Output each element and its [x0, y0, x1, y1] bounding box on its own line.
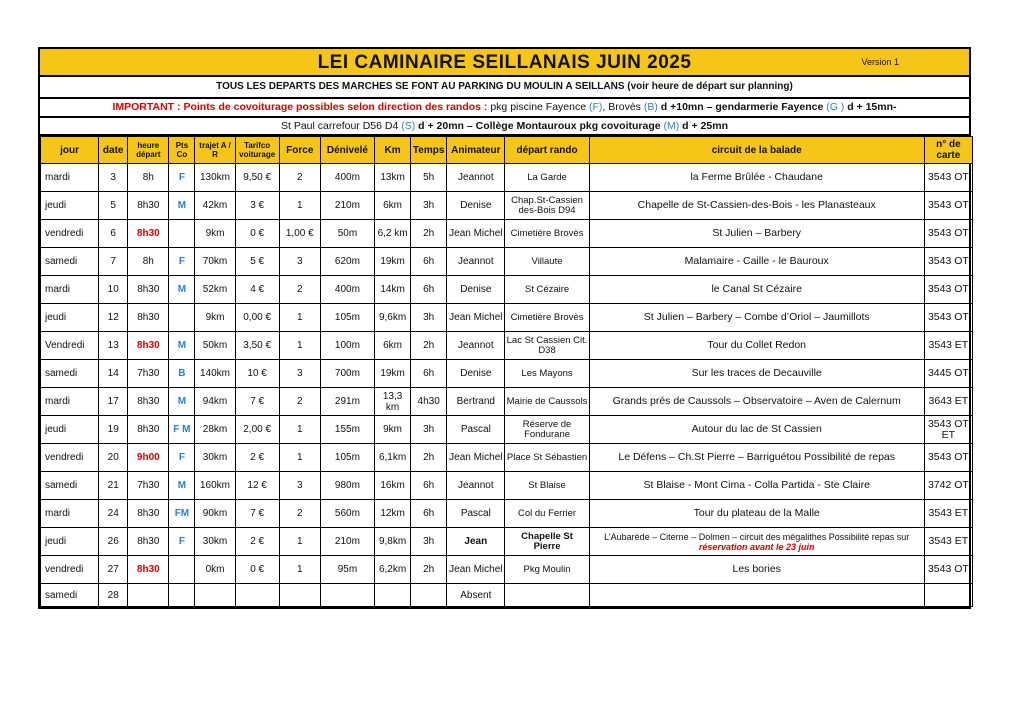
carpool-broves: , Brovès [602, 101, 644, 113]
table-row [41, 248, 973, 276]
cell-animateur: Jean Michel [447, 444, 505, 472]
cell-pts: B [169, 360, 195, 388]
cell-trajet [195, 584, 235, 607]
cell-trajet: 28km [195, 416, 235, 444]
cell-tarif: 2 € [235, 444, 279, 472]
cell-heure: 8h30 [128, 556, 169, 584]
cell-animateur: Denise [447, 192, 505, 220]
cell-tarif: 9,50 € [235, 164, 279, 192]
cell-carte: 3543 ET [924, 528, 972, 556]
table-row [41, 360, 973, 388]
cell-denivele: 210m [320, 192, 374, 220]
cell-temps: 6h [411, 276, 447, 304]
carpool-montauroux: d + 20mn – Collège Montauroux pkg covoiturage [415, 120, 664, 132]
cell-heure: 8h30 [128, 500, 169, 528]
table-row [41, 500, 973, 528]
cell-circuit: la Ferme Brûlée - Chaudane [589, 164, 924, 192]
cell-heure: 8h30 [128, 528, 169, 556]
cell-force: 1,00 € [279, 220, 320, 248]
cell-jour: mardi [41, 164, 99, 192]
cell-date: 7 [99, 248, 128, 276]
cell-temps: 2h [411, 220, 447, 248]
cell-trajet: 52km [195, 276, 235, 304]
code-g: (G ) [826, 101, 845, 113]
cell-carte [924, 584, 972, 607]
cell-km: 9,8km [375, 528, 411, 556]
cell-force: 3 [279, 360, 320, 388]
cell-date: 17 [99, 388, 128, 416]
cell-circuit: Le Défens – Ch.St Pierre – Barriguétou Possibilité de repas [589, 444, 924, 472]
table-row [41, 472, 973, 500]
cell-denivele: 560m [320, 500, 374, 528]
cell-carte: 3543 OT [924, 444, 972, 472]
cell-km: 12km [375, 500, 411, 528]
cell-depart: Chap.St-Cassien des-Bois D94 [505, 192, 589, 220]
cell-animateur: Jean Michel [447, 556, 505, 584]
cell-pts: M [169, 332, 195, 360]
cell-circuit: Malamaire - Caille - le Bauroux [589, 248, 924, 276]
cell-heure: 8h30 [128, 388, 169, 416]
col-heure: heure départ [128, 137, 169, 164]
carpool-fayence: pkg piscine Fayence [490, 101, 589, 113]
cell-denivele: 400m [320, 276, 374, 304]
cell-temps: 4h30 [411, 388, 447, 416]
cell-denivele: 210m [320, 528, 374, 556]
cell-depart: Les Mayons [505, 360, 589, 388]
cell-jour: samedi [41, 248, 99, 276]
cell-km: 19km [375, 248, 411, 276]
cell-km: 16km [375, 472, 411, 500]
cell-tarif: 0,00 € [235, 304, 279, 332]
cell-jour: samedi [41, 584, 99, 607]
cell-depart: Place St Sébastien [505, 444, 589, 472]
cell-tarif: 10 € [235, 360, 279, 388]
cell-date: 26 [99, 528, 128, 556]
cell-tarif: 0 € [235, 556, 279, 584]
cell-circuit: Tour du plateau de la Malle [589, 500, 924, 528]
cell-depart [505, 584, 589, 607]
table-row [41, 220, 973, 248]
cell-carte: 3543 OT [924, 192, 972, 220]
cell-temps: 3h [411, 528, 447, 556]
cell-heure [128, 584, 169, 607]
cell-temps: 6h [411, 472, 447, 500]
cell-km: 9km [375, 416, 411, 444]
cell-tarif: 7 € [235, 500, 279, 528]
carpool-gendarmerie: d +10mn – gendarmerie Fayence [657, 101, 827, 113]
cell-jour: vendredi [41, 220, 99, 248]
cell-pts: F [169, 528, 195, 556]
version-label: Version 1 [861, 57, 899, 67]
cell-denivele: 700m [320, 360, 374, 388]
cell-animateur: Bertrand [447, 388, 505, 416]
cell-jour: vendredi [41, 556, 99, 584]
cell-circuit [589, 584, 924, 607]
cell-animateur: Jean Michel [447, 304, 505, 332]
cell-date: 19 [99, 416, 128, 444]
cell-force: 2 [279, 164, 320, 192]
col-pts: Pts Co [169, 137, 195, 164]
cell-tarif: 5 € [235, 248, 279, 276]
cell-tarif: 0 € [235, 220, 279, 248]
cell-trajet: 160km [195, 472, 235, 500]
table-row [41, 332, 973, 360]
cell-tarif: 7 € [235, 388, 279, 416]
carpool-intro: : Points de covoiturage possibles selon direction des randos : [174, 101, 491, 113]
table-row [41, 556, 973, 584]
cell-jour: samedi [41, 472, 99, 500]
cell-force: 2 [279, 388, 320, 416]
cell-force: 2 [279, 500, 320, 528]
cell-date: 27 [99, 556, 128, 584]
cell-trajet: 9km [195, 220, 235, 248]
table-row [41, 584, 973, 607]
table-row [41, 164, 973, 192]
cell-heure: 7h30 [128, 360, 169, 388]
code-s: (S) [401, 120, 416, 132]
cell-temps: 5h [411, 164, 447, 192]
cell-jour: jeudi [41, 416, 99, 444]
cell-depart: Col du Ferrier [505, 500, 589, 528]
cell-animateur: Absent [447, 584, 505, 607]
carpool-m-delay: d + 25mn [679, 120, 728, 132]
cell-pts: M [169, 192, 195, 220]
cell-force: 1 [279, 304, 320, 332]
cell-heure: 8h [128, 164, 169, 192]
table-row [41, 528, 973, 556]
cell-jour: jeudi [41, 304, 99, 332]
cell-temps [411, 584, 447, 607]
departure-note: TOUS LES DEPARTS DES MARCHES SE FONT AU PARKING DU MOULIN A SEILLANS (voir heure de départ sur planning) [38, 77, 971, 99]
col-tarif: Tarifco voiturage [235, 137, 279, 164]
cell-denivele: 100m [320, 332, 374, 360]
cell-km: 9,6km [375, 304, 411, 332]
cell-animateur: Jeannot [447, 248, 505, 276]
code-f: (F) [588, 101, 603, 113]
cell-circuit: Grands prés de Caussols – Observatoire – Aven de Calernum [589, 388, 924, 416]
cell-heure: 7h30 [128, 472, 169, 500]
important-label: IMPORTANT [112, 101, 175, 113]
cell-animateur: Denise [447, 360, 505, 388]
table-wrapper [38, 136, 971, 609]
cell-animateur: Jean [447, 528, 505, 556]
code-m: (M) [663, 120, 680, 132]
cell-circuit: Autour du lac de St Cassien [589, 416, 924, 444]
cell-trajet: 140km [195, 360, 235, 388]
cell-carte: 3543 OT [924, 556, 972, 584]
cell-km: 19km [375, 360, 411, 388]
cell-carte: 3543 OT [924, 248, 972, 276]
cell-jour: jeudi [41, 192, 99, 220]
cell-force: 1 [279, 528, 320, 556]
cell-pts: F [169, 164, 195, 192]
col-denivele: Dénivelé [320, 137, 374, 164]
col-jour: jour [41, 137, 99, 164]
cell-circuit [589, 528, 924, 556]
cell-temps: 6h [411, 248, 447, 276]
cell-heure: 9h00 [128, 444, 169, 472]
cell-denivele: 400m [320, 164, 374, 192]
cell-km: 6,1km [375, 444, 411, 472]
cell-animateur: Jeannot [447, 164, 505, 192]
cell-depart: Villaute [505, 248, 589, 276]
cell-date: 6 [99, 220, 128, 248]
cell-force: 3 [279, 472, 320, 500]
cell-animateur: Jeannot [447, 332, 505, 360]
col-trajet: trajet A / R [195, 137, 235, 164]
cell-trajet: 94km [195, 388, 235, 416]
circuit-text: L’Aubarède – Citerne – Dolmen – circuit des mégalithes Possibilité repas sur [604, 531, 910, 542]
cell-trajet: 70km [195, 248, 235, 276]
cell-heure: 8h30 [128, 192, 169, 220]
cell-circuit: St Julien – Barbery – Combe d’Oriol – Jaumillots [589, 304, 924, 332]
cell-tarif: 3 € [235, 192, 279, 220]
cell-temps: 6h [411, 500, 447, 528]
cell-pts: M [169, 388, 195, 416]
cell-km: 6km [375, 332, 411, 360]
cell-circuit: Sur les traces de Decauville [589, 360, 924, 388]
cell-pts [169, 556, 195, 584]
cell-carte: 3643 ET [924, 388, 972, 416]
carpool-note-line1 [38, 99, 971, 118]
col-temps: Temps [411, 137, 447, 164]
cell-trajet: 0km [195, 556, 235, 584]
cell-animateur: Jean Michel [447, 220, 505, 248]
cell-denivele: 95m [320, 556, 374, 584]
cell-denivele: 620m [320, 248, 374, 276]
title-bar [38, 47, 971, 77]
cell-km: 6km [375, 192, 411, 220]
cell-jour: mardi [41, 388, 99, 416]
cell-depart: Réserve de Fondurane [505, 416, 589, 444]
cell-carte: 3543 OT [924, 220, 972, 248]
cell-km: 14km [375, 276, 411, 304]
cell-date: 10 [99, 276, 128, 304]
cell-depart: Lac St Cassien Cit. D38 [505, 332, 589, 360]
col-carte: n° de carte [924, 137, 972, 164]
cell-denivele: 105m [320, 304, 374, 332]
cell-force: 1 [279, 556, 320, 584]
table-row [41, 416, 973, 444]
cell-depart: Cimetière Brovès [505, 220, 589, 248]
cell-date: 14 [99, 360, 128, 388]
cell-trajet: 90km [195, 500, 235, 528]
cell-carte: 3543 OT [924, 304, 972, 332]
cell-depart: St Cézaire [505, 276, 589, 304]
code-b: (B) [643, 101, 658, 113]
col-force: Force [279, 137, 320, 164]
cell-temps: 3h [411, 304, 447, 332]
cell-date: 20 [99, 444, 128, 472]
col-animateur: Animateur [447, 137, 505, 164]
cell-temps: 6h [411, 360, 447, 388]
cell-circuit: le Canal St Cézaire [589, 276, 924, 304]
cell-depart: Mairie de Caussols [505, 388, 589, 416]
cell-force: 1 [279, 332, 320, 360]
cell-circuit: St Blaise - Mont Cima - Colla Partida - Ste Claire [589, 472, 924, 500]
cell-km: 6,2 km [375, 220, 411, 248]
cell-date: 12 [99, 304, 128, 332]
cell-km: 6,2km [375, 556, 411, 584]
carpool-st-paul: St Paul carrefour D56 D4 [281, 120, 402, 132]
cell-date: 13 [99, 332, 128, 360]
cell-force [279, 584, 320, 607]
table-row [41, 388, 973, 416]
cell-trajet: 30km [195, 444, 235, 472]
cell-denivele [320, 584, 374, 607]
cell-depart: St Blaise [505, 472, 589, 500]
cell-jour: vendredi [41, 444, 99, 472]
cell-tarif: 12 € [235, 472, 279, 500]
cell-temps: 2h [411, 332, 447, 360]
cell-heure: 8h30 [128, 276, 169, 304]
cell-pts: F [169, 248, 195, 276]
planning-sheet [38, 47, 971, 609]
cell-depart: Chapelle St Pierre [505, 528, 589, 556]
cell-date: 28 [99, 584, 128, 607]
cell-circuit: St Julien – Barbery [589, 220, 924, 248]
cell-denivele: 291m [320, 388, 374, 416]
cell-heure: 8h30 [128, 416, 169, 444]
cell-jour: jeudi [41, 528, 99, 556]
cell-carte: 3445 OT [924, 360, 972, 388]
table-row [41, 192, 973, 220]
walks-table [40, 136, 973, 607]
cell-pts: FM [169, 500, 195, 528]
cell-pts: F M [169, 416, 195, 444]
cell-tarif: 3,50 € [235, 332, 279, 360]
cell-circuit: Tour du Collet Redon [589, 332, 924, 360]
cell-km: 13km [375, 164, 411, 192]
cell-animateur: Pascal [447, 416, 505, 444]
cell-heure: 8h [128, 248, 169, 276]
cell-pts [169, 304, 195, 332]
col-date: date [99, 137, 128, 164]
cell-jour: samedi [41, 360, 99, 388]
cell-trajet: 50km [195, 332, 235, 360]
cell-force: 2 [279, 276, 320, 304]
cell-carte: 3543 OT [924, 164, 972, 192]
cell-date: 24 [99, 500, 128, 528]
page-title: LEI CAMINAIRE SEILLANAIS JUIN 2025 [317, 52, 692, 73]
cell-carte: 3543 OT ET [924, 416, 972, 444]
cell-temps: 3h [411, 416, 447, 444]
cell-tarif: 2,00 € [235, 416, 279, 444]
cell-date: 3 [99, 164, 128, 192]
cell-denivele: 980m [320, 472, 374, 500]
reservation-note: réservation avant le 23 juin [698, 541, 815, 552]
table-body [41, 164, 973, 607]
cell-force: 1 [279, 192, 320, 220]
cell-animateur: Jeannot [447, 472, 505, 500]
table-row [41, 444, 973, 472]
cell-pts [169, 220, 195, 248]
cell-circuit: Les bories [589, 556, 924, 584]
cell-date: 21 [99, 472, 128, 500]
cell-pts: M [169, 472, 195, 500]
cell-trajet: 9km [195, 304, 235, 332]
cell-circuit: Chapelle de St-Cassien-des-Bois - les Planasteaux [589, 192, 924, 220]
cell-carte: 3543 ET [924, 332, 972, 360]
cell-jour: mardi [41, 276, 99, 304]
cell-denivele: 50m [320, 220, 374, 248]
cell-animateur: Denise [447, 276, 505, 304]
cell-temps: 2h [411, 444, 447, 472]
col-depart: départ rando [505, 137, 589, 164]
carpool-g-delay: d + 15mn- [844, 101, 897, 113]
cell-carte: 3543 ET [924, 500, 972, 528]
col-circuit: circuit de la balade [589, 137, 924, 164]
cell-km: 13,3 km [375, 388, 411, 416]
cell-tarif: 4 € [235, 276, 279, 304]
cell-force: 1 [279, 416, 320, 444]
cell-force: 3 [279, 248, 320, 276]
cell-tarif [235, 584, 279, 607]
cell-heure: 8h30 [128, 332, 169, 360]
cell-heure: 8h30 [128, 304, 169, 332]
cell-force: 1 [279, 444, 320, 472]
cell-temps: 2h [411, 556, 447, 584]
cell-denivele: 155m [320, 416, 374, 444]
cell-trajet: 30km [195, 528, 235, 556]
carpool-note-line2 [38, 118, 971, 136]
cell-denivele: 105m [320, 444, 374, 472]
cell-jour: Vendredi [41, 332, 99, 360]
cell-date: 5 [99, 192, 128, 220]
table-row [41, 276, 973, 304]
cell-km [375, 584, 411, 607]
table-header-row [41, 137, 973, 164]
cell-animateur: Pascal [447, 500, 505, 528]
cell-depart: Pkg Moulin [505, 556, 589, 584]
cell-temps: 3h [411, 192, 447, 220]
cell-pts: M [169, 276, 195, 304]
cell-heure: 8h30 [128, 220, 169, 248]
cell-pts [169, 584, 195, 607]
table-row [41, 304, 973, 332]
cell-trajet: 130km [195, 164, 235, 192]
cell-tarif: 2 € [235, 528, 279, 556]
cell-depart: Cimetière Brovès [505, 304, 589, 332]
cell-carte: 3543 OT [924, 276, 972, 304]
cell-carte: 3742 OT [924, 472, 972, 500]
cell-pts: F [169, 444, 195, 472]
cell-trajet: 42km [195, 192, 235, 220]
cell-jour: mardi [41, 500, 99, 528]
col-km: Km [375, 137, 411, 164]
cell-depart: La Garde [505, 164, 589, 192]
